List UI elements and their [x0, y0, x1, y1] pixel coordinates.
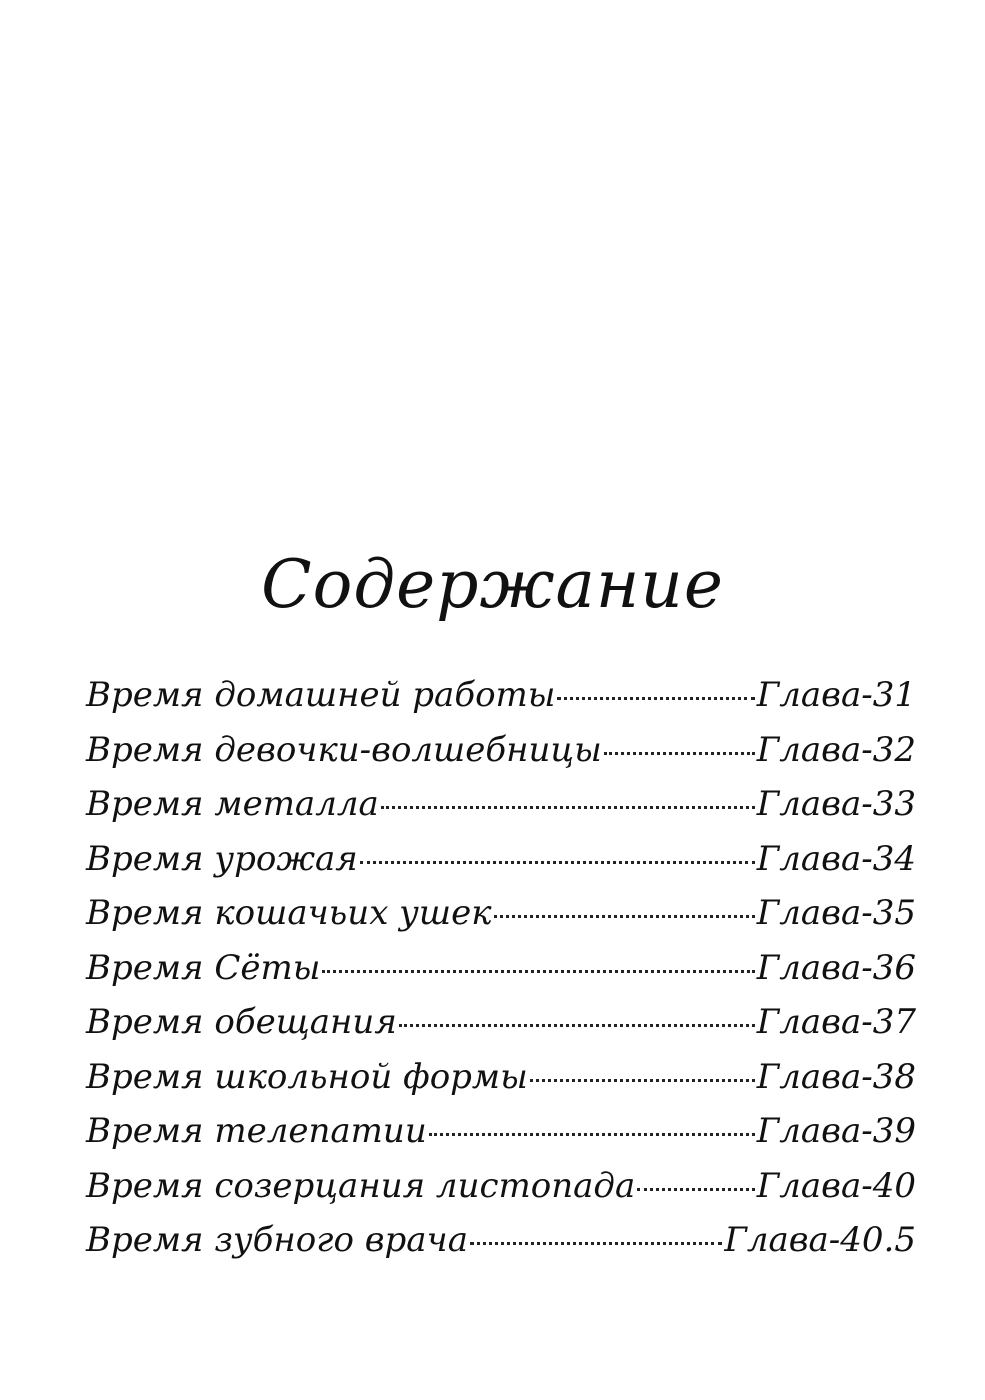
dot-leader — [494, 915, 755, 918]
toc-chapter-number: Глава-36 — [756, 947, 916, 988]
toc-row — [86, 832, 916, 887]
toc-row — [86, 723, 916, 778]
toc-chapter-number: Глава-40.5 — [724, 1220, 916, 1260]
toc-row — [86, 886, 916, 941]
toc-chapter-number: Глава-39 — [756, 1111, 916, 1151]
toc-entry-title: Время школьной формы — [86, 1056, 528, 1097]
table-of-contents — [86, 668, 916, 1268]
toc-chapter-number: Глава-32 — [756, 729, 916, 770]
dot-leader — [429, 1133, 755, 1136]
toc-chapter-number: Глава-35 — [756, 893, 916, 933]
dot-leader — [381, 806, 755, 809]
dot-leader — [360, 861, 755, 864]
dot-leader — [399, 1024, 755, 1027]
toc-entry-title: Время телепатии — [86, 1111, 427, 1151]
toc-entry-title: Время девочки-волшебницы — [86, 729, 602, 770]
dot-leader — [604, 752, 755, 755]
toc-chapter-number: Глава-31 — [756, 675, 916, 715]
toc-row — [86, 995, 916, 1050]
toc-row — [86, 1213, 916, 1268]
toc-chapter-number: Глава-38 — [756, 1056, 916, 1097]
toc-chapter-number: Глава-37 — [756, 1002, 916, 1042]
toc-entry-title: Время урожая — [86, 838, 358, 879]
dot-leader — [470, 1242, 722, 1245]
toc-chapter-number: Глава-33 — [756, 784, 916, 824]
dot-leader — [637, 1188, 755, 1191]
page-title: Содержание — [261, 546, 724, 623]
toc-entry-title: Время зубного врача — [86, 1220, 468, 1260]
dot-leader — [557, 697, 754, 700]
toc-entry-title: Время кошачьих ушек — [86, 893, 492, 933]
toc-row — [86, 777, 916, 832]
dot-leader — [530, 1079, 755, 1082]
toc-entry-title: Время домашней работы — [86, 675, 556, 715]
toc-row — [86, 1104, 916, 1159]
toc-row — [86, 1159, 916, 1214]
toc-row — [86, 1050, 916, 1105]
toc-entry-title: Время обещания — [86, 1002, 397, 1042]
toc-row — [86, 668, 916, 723]
toc-entry-title: Время Сёты — [86, 947, 321, 988]
toc-entry-title: Время металла — [86, 784, 379, 824]
toc-entry-title: Время созерцания листопада — [86, 1165, 636, 1206]
toc-row — [86, 941, 916, 996]
toc-chapter-number: Глава-34 — [756, 838, 916, 879]
dot-leader — [322, 970, 754, 973]
toc-chapter-number: Глава-40 — [756, 1165, 916, 1206]
